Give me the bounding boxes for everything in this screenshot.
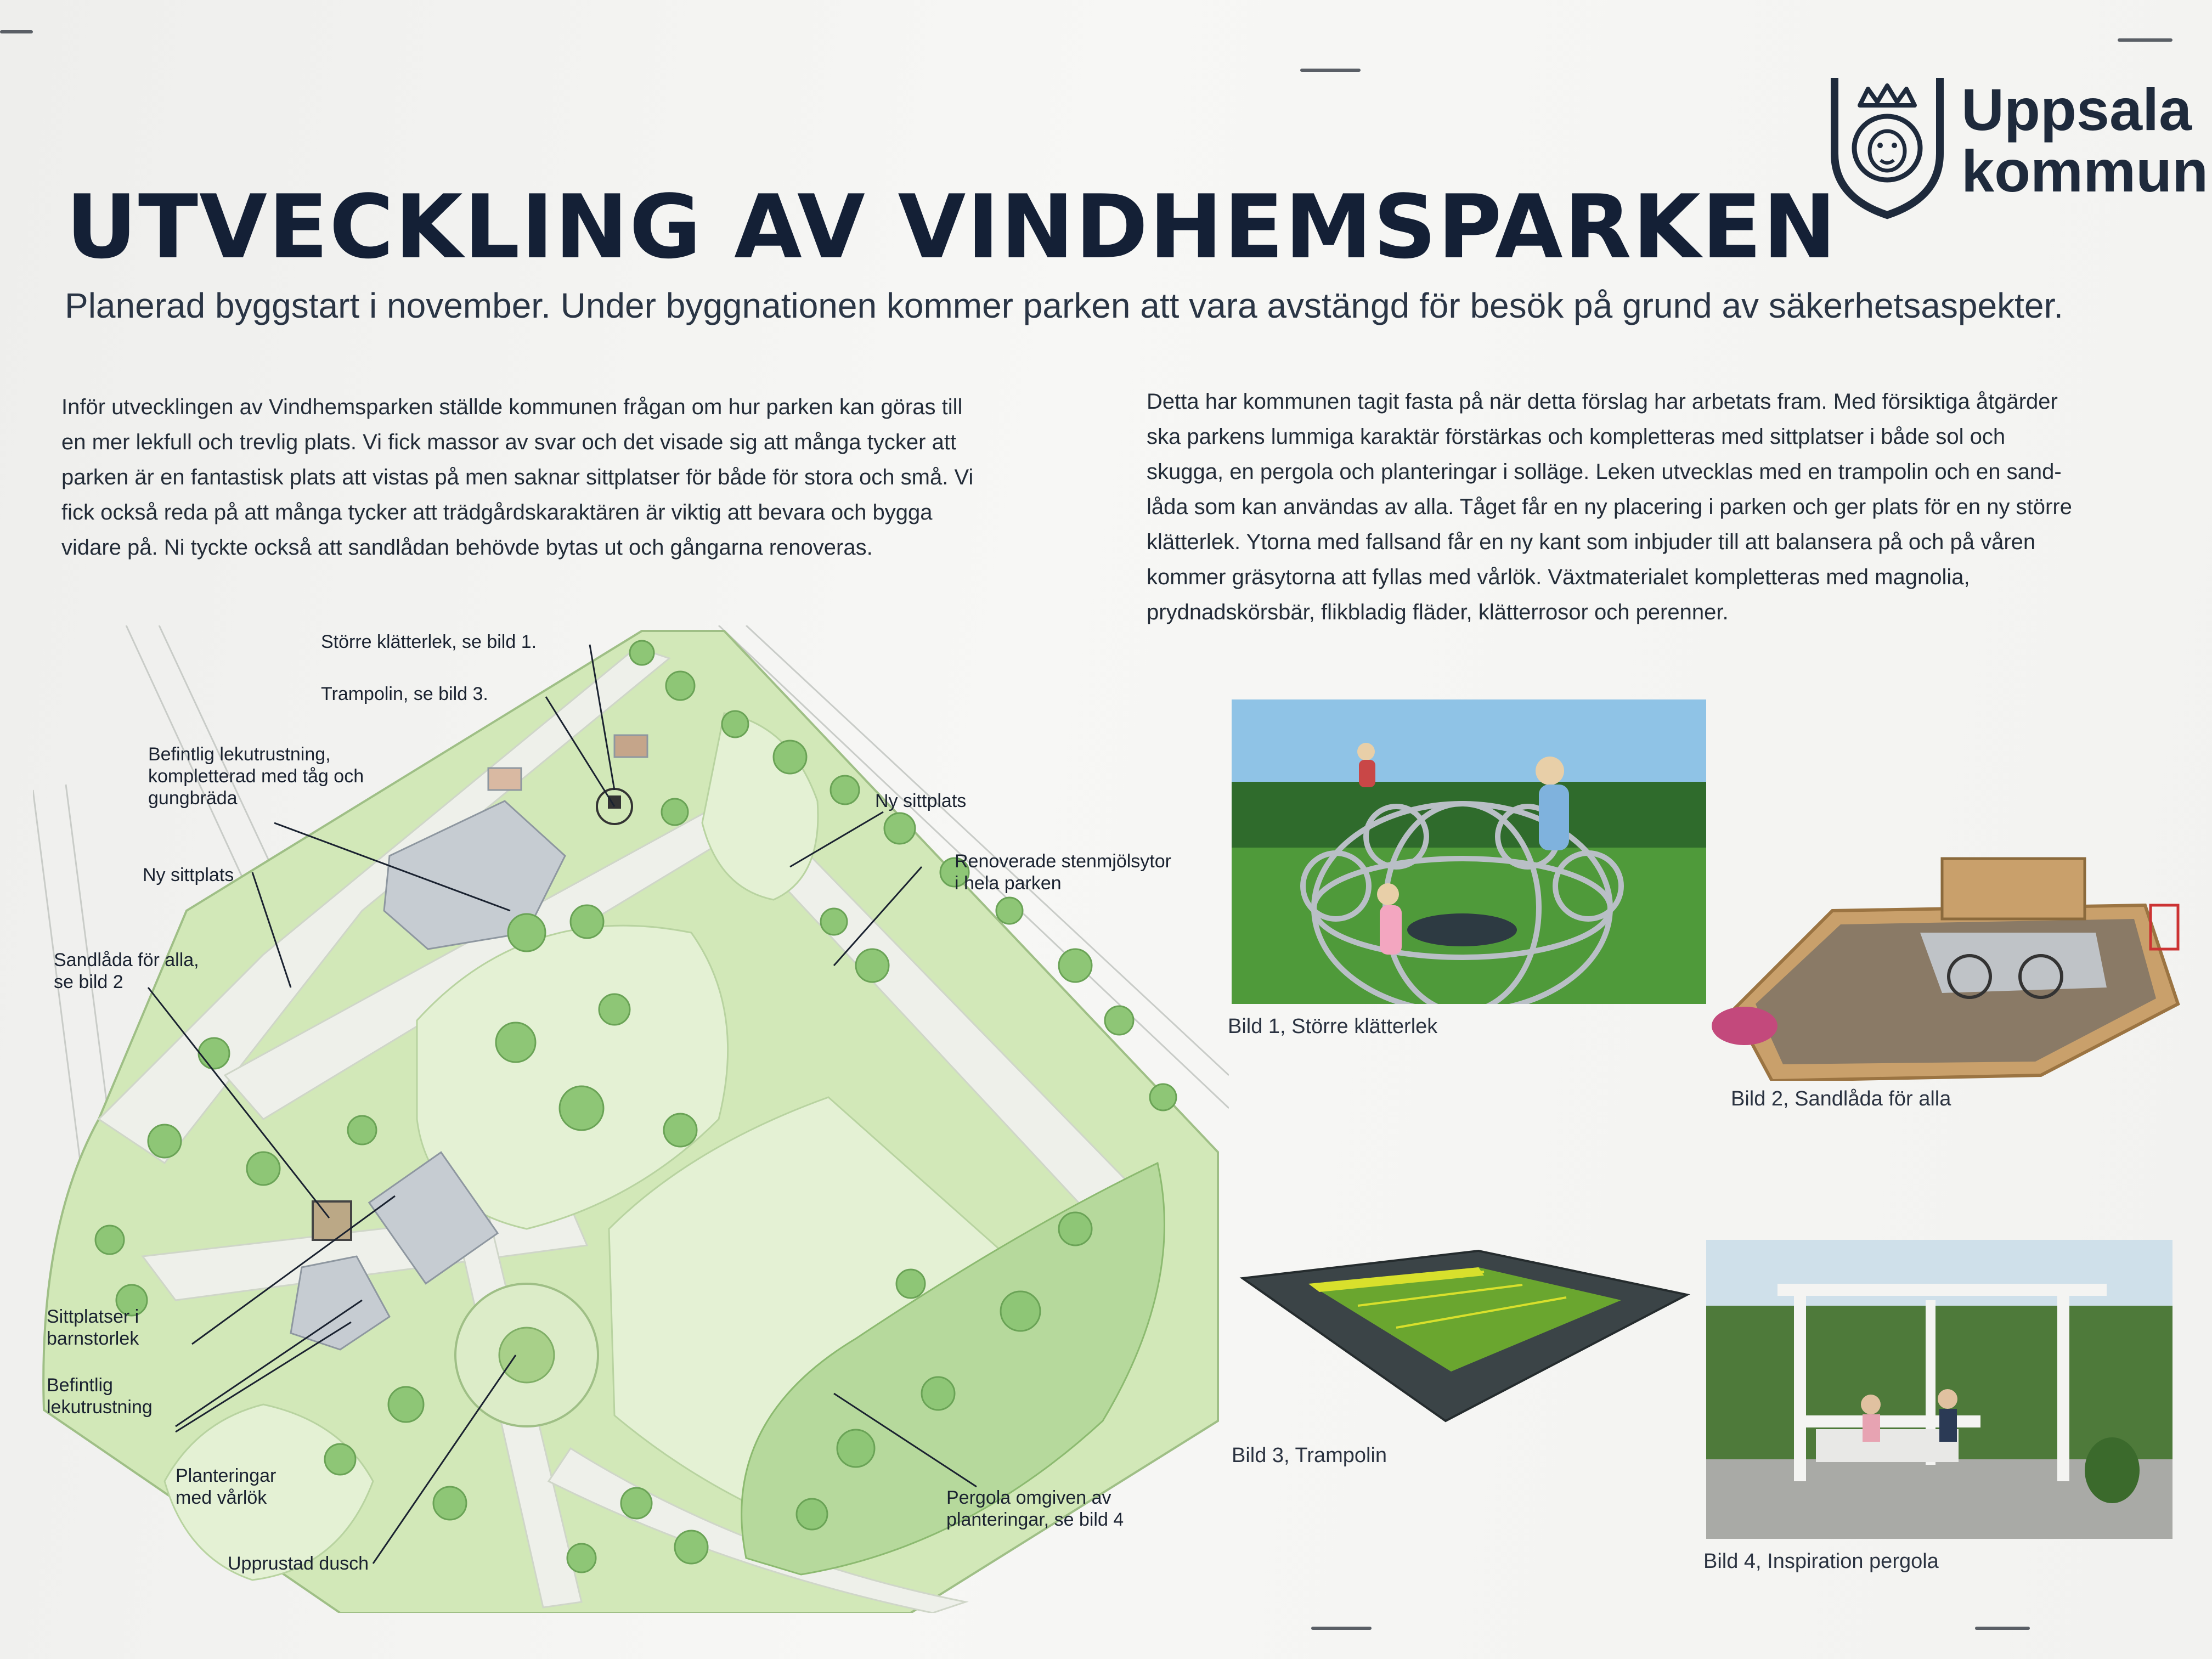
photo-sandlada [1712, 845, 2183, 1081]
staple [1975, 1627, 2030, 1630]
intro-right-line: klätterlek. Ytorna med fallsand får en ny kant som inbjuder till att balansera på och på våren [1147, 530, 2036, 554]
trampoline-illustration [1237, 1245, 1692, 1426]
intro-right-line: kommer gräsytorna att fyllas med vårlök. Växtmaterialet kompletteras med magnolia, [1147, 565, 1970, 589]
logo-line-2: kommun [1961, 138, 2209, 204]
label-ny-sittplats-left: Ny sittplats [143, 865, 234, 885]
label-line: planteringar, se bild 4 [946, 1509, 1124, 1530]
page-subtitle: Planerad byggstart i november. Under byggnationen kommer parken att vara avstängd för besök på grund av säkerhetsaspekter. [65, 286, 2063, 325]
label-trampolin: Trampolin, se bild 3. [321, 684, 488, 704]
label-sandlada [54, 949, 199, 993]
label-upprustad-dusch: Upprustad dusch [228, 1553, 369, 1574]
label-line: Planteringar [176, 1465, 276, 1486]
label-line: barnstorlek [47, 1328, 139, 1349]
intro-right-line: ska parkens lummiga karaktär förstärkas och kompletteras med sittplatser i både sol och [1147, 425, 2006, 449]
label-befintlig-lek [47, 1374, 153, 1418]
intro-left-line: vidare på. Ni tyckte också att sandlådan behövde bytas ut och gångarna renoveras. [61, 535, 873, 560]
label-line: Befintlig [47, 1375, 113, 1396]
intro-left-line: fick också reda på att många tycker att trädgårdskaraktären är viktig att bevara och bygga [61, 500, 933, 524]
staple [1311, 1627, 1372, 1630]
sandbox-illustration [1712, 845, 2183, 1081]
pergola-illustration [1706, 1240, 2172, 1539]
climbing-dome-illustration [1232, 699, 1706, 1004]
label-line: gungbräda [148, 788, 238, 809]
caption-bild2: Bild 2, Sandlåda för alla [1731, 1087, 1951, 1110]
intro-left-line: parken är en fantastisk plats att vistas på men saknar sittplatser för både för stora och små. Vi [61, 465, 974, 489]
lion-crown-icon [1827, 71, 1948, 219]
logo-line-1: Uppsala [1961, 76, 2192, 143]
label-pergola [946, 1487, 1124, 1531]
label-ny-sittplats-right: Ny sittplats [875, 791, 967, 811]
intro-right-line: prydnadskörsbär, flikbladig fläder, klätterrosor och perenner. [1147, 600, 1729, 624]
photo-storre-klatterlek [1232, 699, 1706, 1004]
label-renoverade-stenmjolsytor [955, 850, 1171, 894]
intro-right [1147, 384, 2178, 630]
photo-pergola [1706, 1240, 2172, 1539]
label-line: Sandlåda för alla, [54, 950, 199, 970]
label-line: lekutrustning [47, 1397, 153, 1418]
staple [1300, 69, 1361, 72]
label-line: Renoverade stenmjölsytor [955, 851, 1171, 872]
page-title: UTVECKLING AV VINDHEMSPARKEN [66, 176, 1838, 278]
intro-left [61, 390, 1137, 565]
photo-trampolin [1237, 1245, 1692, 1426]
caption-bild1: Bild 1, Större klätterlek [1228, 1015, 1438, 1038]
intro-left-line: en mer lekfull och trevlig plats. Vi fick massor av svar och det visade sig att många tycker att [61, 430, 957, 454]
intro-right-line: låda som kan användas av alla. Tåget får en ny placering i parken och ger plats för en ny större [1147, 495, 2072, 519]
intro-left-line: Inför utvecklingen av Vindhemsparken ställde kommunen frågan om hur parken kan göras till [61, 395, 963, 419]
park-plan-map [33, 625, 1229, 1613]
label-planteringar-varlok [176, 1465, 276, 1509]
label-line: Befintlig lekutrustning, [148, 744, 331, 765]
label-line: se bild 2 [54, 972, 123, 992]
label-line: Pergola omgiven av [946, 1487, 1111, 1508]
label-line: Sittplatser i [47, 1306, 139, 1327]
label-line: kompletterad med tåg och [148, 766, 364, 787]
intro-right-line: Detta har kommunen tagit fasta på när detta förslag har arbetats fram. Med försiktiga åtgärder [1147, 390, 2058, 414]
label-line: med vårlök [176, 1487, 267, 1508]
caption-bild4: Bild 4, Inspiration pergola [1703, 1550, 1939, 1573]
staple [0, 30, 33, 33]
intro-right-line: skugga, en pergola och planteringar i solläge. Leken utvecklas med en trampolin och en sand- [1147, 460, 2062, 484]
label-befintlig-lekutrustning [148, 743, 364, 809]
staple [2118, 38, 2172, 42]
label-sittplatser-barnstorlek [47, 1306, 139, 1350]
caption-bild3: Bild 3, Trampolin [1232, 1444, 1387, 1467]
label-line: i hela parken [955, 873, 1062, 894]
uppsala-kommun-logo [1827, 71, 2209, 219]
label-storre-klatterlek: Större klätterlek, se bild 1. [321, 631, 537, 652]
